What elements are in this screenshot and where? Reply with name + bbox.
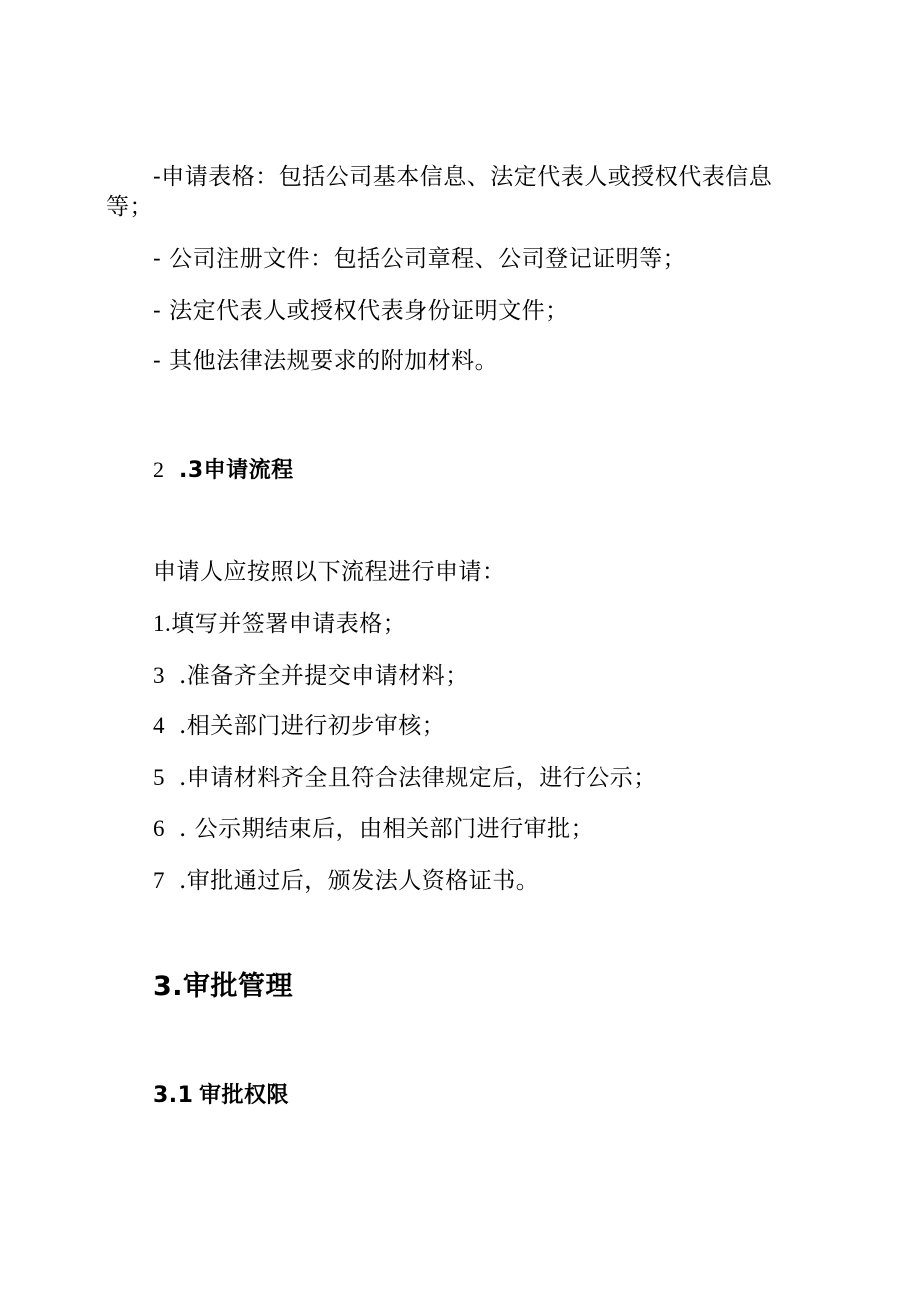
step-number: 5 [153,765,165,790]
process-step-1 [153,609,406,639]
step-number: 6 [153,816,165,841]
section-3-1-heading [153,1081,289,1111]
section-2-3-number-a: 2 [153,457,165,482]
step-text: . 公示期结束后，由相关部门进行审批； [179,816,595,842]
process-step-6 [153,866,539,896]
process-step-2 [153,661,469,691]
requirement-item-1-line-1: -申请表格：包括公司基本信息、法定代表人或授权代表信息 [153,164,773,190]
section-3-1-title: 审批权限 [199,1083,290,1108]
section-2-3-heading [153,455,294,486]
process-intro: 申请人应按照以下流程进行申请： [153,559,506,585]
requirement-item-2: - 公司注册文件：包括公司章程、公司登记证明等； [153,246,687,272]
step-text: .准备齐全并提交申请材料； [179,663,469,689]
section-3-heading: 3.审批管理 [153,971,294,1002]
step-text: .审批通过后，颁发法人资格证书。 [179,868,540,894]
step-text: 填写并签署申请表格； [171,611,407,637]
section-2-3-number-b: .3 [179,458,204,483]
step-number: 3 [153,663,165,688]
requirement-item-1-line-2: 等； [106,194,153,220]
requirement-item-4: - 其他法律法规要求的附加材料。 [153,348,499,374]
step-text: .申请材料齐全且符合法律规定后，进行公示； [179,765,657,791]
step-text: .相关部门进行初步审核； [179,713,446,739]
step-number: 1. [153,611,172,636]
process-step-3 [153,711,445,741]
section-2-3-title: 申请流程 [203,458,294,483]
step-number: 4 [153,713,165,738]
requirement-item-3: - 法定代表人或授权代表身份证明文件； [153,298,569,324]
step-number: 7 [153,868,165,893]
section-3-1-number: 3.1 [153,1083,194,1108]
process-step-4 [153,763,657,793]
process-step-5 [153,814,594,844]
